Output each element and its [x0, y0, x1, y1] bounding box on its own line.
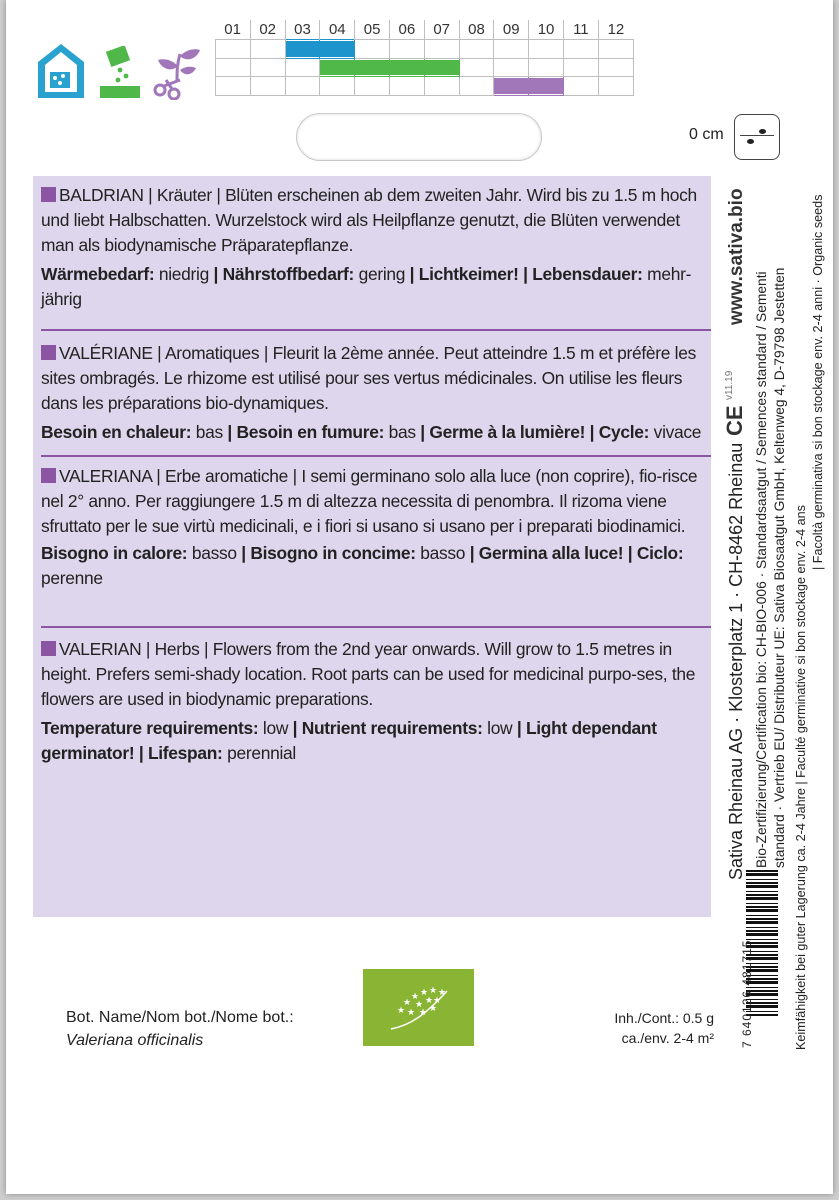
bullet-square	[41, 187, 56, 202]
planting-bar	[390, 60, 424, 76]
calendar-cell	[598, 40, 633, 59]
calendar-cell	[529, 77, 564, 96]
section-attributes: Wärmebedarf: niedrig | Nährstoffbedarf: gering | Lichtkeimer! | Lebensdauer: mehr-jährig	[41, 264, 692, 309]
month-header: 08	[459, 20, 494, 40]
calendar-cell	[250, 40, 285, 59]
calendar-cell	[355, 58, 390, 77]
calendar-cell	[563, 58, 598, 77]
botanical-label: Bot. Name/Nom bot./Nome bot.:	[66, 1009, 294, 1026]
eu-star-icon: ★	[411, 991, 420, 1001]
sowing-depth-label: 0 cm	[689, 126, 724, 143]
planting-bar	[425, 60, 459, 76]
plant-out-icon	[150, 44, 204, 100]
section-german	[41, 183, 711, 312]
month-header: 09	[494, 20, 529, 40]
calendar-cell	[285, 58, 320, 77]
month-header: 05	[355, 20, 390, 40]
sow-indoors-icon	[36, 42, 86, 100]
calendar-cell	[355, 40, 390, 59]
section-divider	[41, 455, 711, 457]
sowing-bar	[286, 41, 320, 57]
seed-packet-back	[6, 0, 833, 1194]
month-header: 10	[529, 20, 564, 40]
month-header: 11	[563, 20, 598, 40]
eu-star-icon: ★	[429, 1003, 438, 1013]
sowing-depth-icon	[734, 114, 780, 160]
eu-star-icon: ★	[397, 1005, 406, 1015]
calendar-cell	[250, 77, 285, 96]
section-text: BALDRIAN | Kräuter | Blüten erscheinen ab dem zweiten Jahr. Wird bis zu 1.5 m hoch und liebt Halbschatten. Wurzelstock wird als Heilpflanze genutzt, die Blüten verwendet man als biodynamische Präparatepflanze.	[41, 185, 697, 255]
month-header: 04	[320, 20, 355, 40]
hang-hole	[296, 113, 542, 161]
section-divider	[41, 626, 711, 628]
calendar-cell	[424, 58, 459, 77]
calendar-cell	[494, 40, 529, 59]
eu-organic-logo	[363, 969, 474, 1046]
calendar-cell	[389, 77, 424, 96]
flowering-bar	[494, 78, 528, 94]
calendar-cell	[598, 77, 633, 96]
section-attributes: Bisogno in calore: basso | Bisogno in concime: basso | Germina alla luce! | Ciclo: perenne	[41, 543, 684, 588]
barcode-number: 7 640126 481715	[740, 939, 754, 1048]
eu-star-icon: ★	[420, 987, 429, 997]
bullet-square	[41, 641, 56, 656]
eu-star-icon: ★	[438, 987, 447, 997]
calendar-cell	[529, 40, 564, 59]
calendar-cell	[494, 58, 529, 77]
package-contents	[596, 1008, 714, 1048]
calendar-cell	[563, 40, 598, 59]
eu-star-icon: ★	[433, 995, 442, 1005]
calendar-cell	[285, 77, 320, 96]
website-url: www.sativa.bio	[726, 188, 747, 325]
calendar-cell	[320, 77, 355, 96]
certification-line-1: Bio-Zertifizierung/Certification bio: CH-BIO-006 · Standardsaatgut / Semences standard / Sementi	[754, 271, 769, 868]
eu-star-icon: ★	[429, 985, 438, 995]
company-address: Sativa Rheinau AG · Klosterplatz 1 · CH-8462 Rheinau	[726, 442, 746, 880]
calendar-cell	[459, 40, 494, 59]
section-french	[41, 341, 711, 445]
month-header: 07	[424, 20, 459, 40]
eu-star-icon: ★	[403, 997, 412, 1007]
botanical-name	[66, 1006, 294, 1052]
calendar-cell	[285, 40, 320, 59]
month-header: 03	[285, 20, 320, 40]
content-area: ca./env. 2-4 m²	[621, 1030, 714, 1046]
calendar-cell	[216, 40, 251, 59]
calendar-cell	[424, 40, 459, 59]
planting-bar	[355, 60, 389, 76]
calendar-cell	[320, 40, 355, 59]
calendar-cell	[216, 77, 251, 96]
calendar-cell	[389, 58, 424, 77]
calendar-cell	[459, 77, 494, 96]
calendar-cell	[216, 58, 251, 77]
month-header: 01	[216, 20, 251, 40]
sow-outdoors-icon	[98, 46, 142, 100]
calendar-cell	[250, 58, 285, 77]
flowering-bar	[529, 78, 563, 94]
storage-line-1: Keimfähigkeit bei guter Lagerung ca. 2-4 Jahre | Faculté germinative si bon stockage env. 2-4 ans	[794, 505, 808, 1050]
calendar-cell	[320, 58, 355, 77]
eu-star-icon: ★	[419, 1007, 428, 1017]
botanical-species: Valeriana officinalis	[66, 1032, 204, 1049]
certification-line-2: standard · Vertrieb EU/ Distributeur UE: Sativa Biosaatgut GmbH, Keltenweg 4, D-79798 Jestetten	[772, 267, 787, 868]
eu-star-icon: ★	[407, 1007, 416, 1017]
eu-star-icon: ★	[425, 995, 434, 1005]
section-divider	[41, 329, 711, 331]
ce-mark: CE	[722, 405, 747, 436]
section-attributes: Besoin en chaleur: bas | Besoin en fumure: bas | Germe à la lumière! | Cycle: vivace	[41, 422, 702, 442]
sowing-calendar	[215, 20, 634, 96]
calendar-cell	[424, 77, 459, 96]
calendar-cell	[355, 77, 390, 96]
section-attributes: Temperature requirements: low | Nutrient requirements: low | Light dependant germinator! | Lifespan: perennial	[41, 718, 657, 763]
calendar-cell	[494, 77, 529, 96]
planting-bar	[320, 60, 354, 76]
storage-line-2: | Facoltà germinativa si bon stockage env. 2-4 anni · Organic seeds	[811, 194, 825, 570]
bullet-square	[41, 468, 56, 483]
sowing-bar	[320, 41, 354, 57]
calendar-cell	[563, 77, 598, 96]
section-english	[41, 637, 711, 766]
calendar-cell	[389, 40, 424, 59]
calendar-cell	[598, 58, 633, 77]
content-weight: Inh./Cont.: 0.5 g	[614, 1010, 714, 1026]
month-header: 06	[389, 20, 424, 40]
eu-star-icon: ★	[415, 999, 424, 1009]
month-header: 02	[250, 20, 285, 40]
bullet-square	[41, 345, 56, 360]
calendar-cell	[459, 58, 494, 77]
month-header: 12	[607, 21, 625, 38]
section-italian	[41, 464, 711, 591]
section-text: VALERIANA | Erbe aromatiche | I semi germinano solo alla luce (non coprire), fio-risce nel 2° anno. Per raggiungere 1.5 m di altezza necessita di penombra. Il rizoma viene sfruttato per le sue virtù medicinali, e i fiori si usano si usano per i preparati biodinamici.	[41, 466, 698, 536]
section-text: VALERIAN | Herbs | Flowers from the 2nd year onwards. Will grow to 1.5 metres in height. Prefers semi-shady location. Root parts can be used for medicinal purpo-ses, the flowers are used in biodynamic preparations.	[41, 639, 696, 709]
calendar-cell	[529, 58, 564, 77]
version-label: v11.19	[724, 370, 735, 400]
section-text: VALÉRIANE | Aromatiques | Fleurit la 2ème année. Peut atteindre 1.5 m et préfère les sites ombragés. Le rhizome est utilisé pour ses vertus médicinales. On utilise les fleurs dans les préparations bio-dynamiques.	[41, 343, 696, 413]
